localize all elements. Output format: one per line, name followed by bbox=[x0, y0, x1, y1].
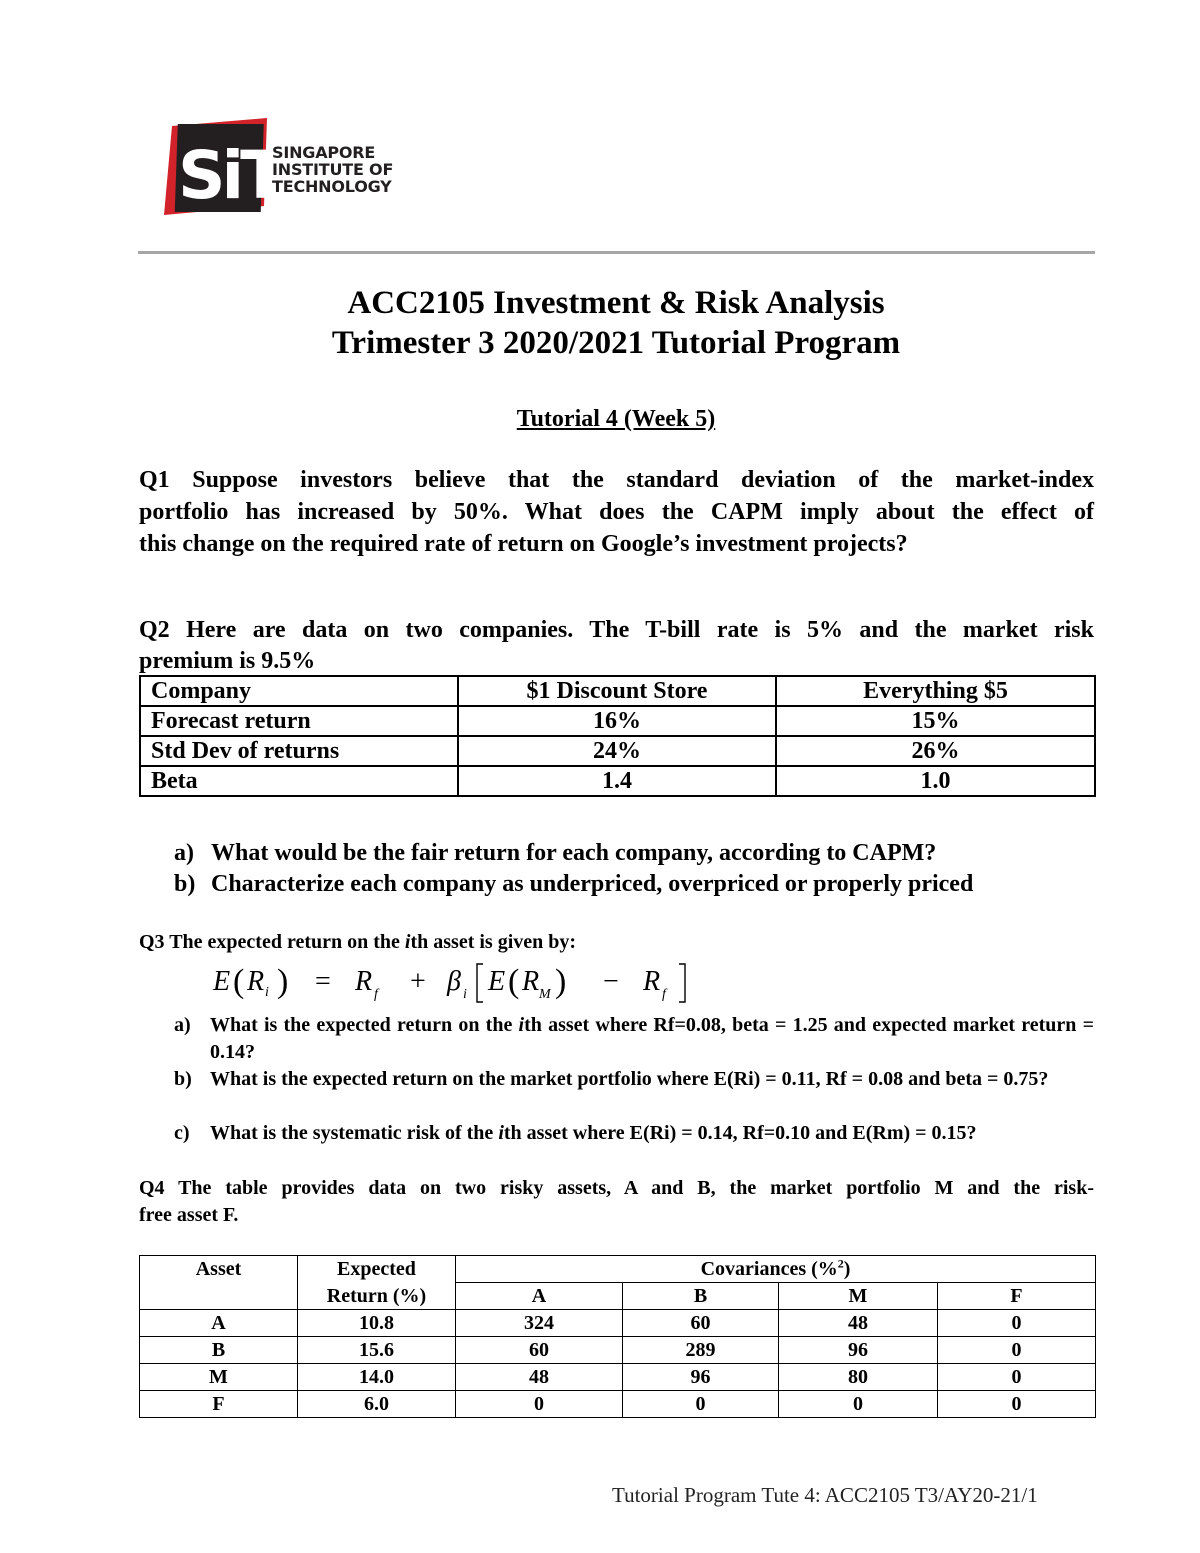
table-cell: B bbox=[140, 1337, 298, 1364]
tutorial-heading: Tutorial 4 (Week 5) bbox=[516, 406, 716, 432]
table-row bbox=[140, 1364, 1096, 1391]
item-text: What is the systematic risk of the ith asset where E(Ri) = 0.14, Rf=0.10 and E(Rm) = 0.15? bbox=[210, 1122, 977, 1144]
formula-sub-f2: f bbox=[662, 987, 666, 1002]
header-cell-asset: Asset bbox=[140, 1256, 298, 1283]
table-cell: 80 bbox=[779, 1364, 938, 1391]
table-row bbox=[140, 1391, 1096, 1418]
header-cell: Company bbox=[140, 676, 458, 706]
q3-item-c bbox=[139, 1120, 1094, 1147]
formula-sub-beta: i bbox=[463, 987, 467, 1002]
item-label: c) bbox=[174, 1122, 190, 1144]
table-row bbox=[140, 706, 1095, 736]
q1-line-2: portfolio has increased by 50%. What does the CAPM imply about the effect of bbox=[139, 499, 1094, 525]
item-text: What is the expected return on the market portfolio where E(Ri) = 0.11, Rf = 0.08 and beta = 0.75? bbox=[210, 1068, 1049, 1090]
table-row bbox=[140, 766, 1095, 796]
table-cell: 1.4 bbox=[458, 766, 776, 796]
table-row bbox=[140, 1337, 1096, 1364]
table-cell: 0 bbox=[938, 1310, 1096, 1337]
table-cell: 1.0 bbox=[776, 766, 1095, 796]
table-cell: 48 bbox=[456, 1364, 623, 1391]
item-label: b) bbox=[174, 1068, 192, 1090]
header-cell: Everything $5 bbox=[776, 676, 1095, 706]
table-row bbox=[140, 1310, 1096, 1337]
q1-line-3: this change on the required rate of return on Google’s investment projects? bbox=[139, 531, 908, 557]
question-2 bbox=[139, 614, 1094, 676]
formula-RM: R bbox=[522, 966, 540, 997]
logo-wordmark bbox=[272, 144, 393, 195]
table-cell: 16% bbox=[458, 706, 776, 736]
logo-line-1: SINGAPORE bbox=[272, 143, 376, 162]
question-4 bbox=[139, 1175, 1094, 1229]
table-header-row bbox=[140, 1256, 1096, 1283]
header-cell-covariances: Covariances (%$^2$) bbox=[456, 1256, 1096, 1283]
table-cell: 289 bbox=[623, 1337, 779, 1364]
q1-line-1: Q1 Suppose investors believe that the standard deviation of the market-index bbox=[139, 467, 1094, 493]
company-data-table bbox=[139, 675, 1096, 797]
table-row bbox=[140, 736, 1095, 766]
formula-bracket-open bbox=[477, 964, 483, 1002]
table-cell: 60 bbox=[456, 1337, 623, 1364]
table-cell: 0 bbox=[938, 1391, 1096, 1418]
q3-intro bbox=[139, 929, 1094, 956]
header-cell: B bbox=[623, 1283, 779, 1310]
header-cell: M bbox=[779, 1283, 938, 1310]
table-cell: 96 bbox=[779, 1337, 938, 1364]
formula-beta: β bbox=[447, 966, 461, 997]
formula-sub-M: M bbox=[539, 987, 551, 1002]
table-cell: 26% bbox=[776, 736, 1095, 766]
asset-covariance-table bbox=[139, 1255, 1096, 1418]
table-cell: 0 bbox=[938, 1337, 1096, 1364]
header-divider bbox=[138, 251, 1095, 254]
q3-intro-index: i bbox=[404, 931, 411, 953]
row-label: Std Dev of returns bbox=[140, 736, 458, 766]
formula-E: E bbox=[213, 966, 231, 997]
table-cell: 60 bbox=[623, 1310, 779, 1337]
table-cell: 6.0 bbox=[298, 1391, 456, 1418]
formula-R: R bbox=[247, 966, 265, 997]
formula-paren-open: ( bbox=[233, 963, 245, 1000]
q2-item-b bbox=[174, 871, 1094, 901]
header-cell: $1 Discount Store bbox=[458, 676, 776, 706]
q3-item-a bbox=[139, 1012, 1094, 1066]
q3-item-b bbox=[139, 1066, 1094, 1120]
q4-line-1: Q4 The table provides data on two risky assets, A and B, the market portfolio M and the risk- bbox=[139, 1177, 1094, 1199]
header-cell-expected: Expected bbox=[298, 1256, 456, 1283]
header-cell: A bbox=[456, 1283, 623, 1310]
formula-E2: E bbox=[488, 966, 506, 997]
logo-line-3: TECHNOLOGY bbox=[272, 177, 392, 196]
formula-paren-open-2: ( bbox=[508, 963, 520, 1000]
header-cell-blank bbox=[140, 1283, 298, 1310]
logo-line-2: INSTITUTE OF bbox=[272, 160, 394, 179]
q3-intro-text: Q3 The expected return on the bbox=[139, 931, 405, 953]
q2-line-1: Q2 Here are data on two companies. The T-bill rate is 5% and the market risk bbox=[139, 617, 1094, 643]
row-label: Beta bbox=[140, 766, 458, 796]
table-cell: 10.8 bbox=[298, 1310, 456, 1337]
formula-equals: = bbox=[315, 966, 331, 997]
formula-paren-close: ) bbox=[277, 963, 289, 1000]
item-label: a) bbox=[174, 1014, 191, 1036]
table-cell: 0 bbox=[456, 1391, 623, 1418]
course-title: ACC2105 Investment & Risk Analysis bbox=[347, 285, 885, 321]
q4-line-2: free asset F. bbox=[139, 1204, 239, 1226]
formula-sub-i: i bbox=[265, 985, 269, 1000]
page-footer: Tutorial Program Tute 4: ACC2105 T3/AY20-21/1 bbox=[612, 1483, 1038, 1507]
formula-sub-f: f bbox=[374, 987, 378, 1002]
formula-paren-close-2: ) bbox=[555, 963, 567, 1000]
item-text: Characterize each company as underpriced, overpriced or properly priced bbox=[211, 871, 974, 897]
formula-Rf: R bbox=[355, 966, 373, 997]
svg-text:SiT: SiT bbox=[178, 137, 282, 214]
formula-plus: + bbox=[410, 966, 426, 997]
header-cell: F bbox=[938, 1283, 1096, 1310]
program-title: Trimester 3 2020/2021 Tutorial Program bbox=[331, 325, 901, 361]
item-label: b) bbox=[174, 871, 196, 897]
q2-item-a bbox=[174, 840, 1094, 870]
table-cell: 15.6 bbox=[298, 1337, 456, 1364]
header-cell-return: Return (%) bbox=[298, 1283, 456, 1310]
question-1 bbox=[139, 464, 1094, 560]
table-cell: 15% bbox=[776, 706, 1095, 736]
table-cell: 0 bbox=[623, 1391, 779, 1418]
table-cell: F bbox=[140, 1391, 298, 1418]
row-label: Forecast return bbox=[140, 706, 458, 736]
table-cell: 96 bbox=[623, 1364, 779, 1391]
table-header-row bbox=[140, 1283, 1096, 1310]
table-cell: M bbox=[140, 1364, 298, 1391]
table-cell: 24% bbox=[458, 736, 776, 766]
table-cell: 0 bbox=[779, 1391, 938, 1418]
formula-minus: − bbox=[603, 966, 619, 997]
formula-Rf2: R bbox=[643, 966, 661, 997]
table-header-row bbox=[140, 676, 1095, 706]
q2-line-2: premium is 9.5% bbox=[139, 648, 316, 674]
item-text: What is the expected return on the ith asset where Rf=0.08, beta = 1.25 and expected market return = 0.14? bbox=[210, 1014, 1094, 1063]
table-cell: 0 bbox=[938, 1364, 1096, 1391]
table-cell: 324 bbox=[456, 1310, 623, 1337]
table-cell: A bbox=[140, 1310, 298, 1337]
table-cell: 14.0 bbox=[298, 1364, 456, 1391]
item-label: a) bbox=[174, 840, 194, 866]
item-text: What would be the fair return for each company, according to CAPM? bbox=[211, 840, 937, 866]
formula-bracket-close bbox=[679, 964, 685, 1002]
capm-formula bbox=[205, 958, 725, 1008]
q3-intro-text-end: th asset is given by: bbox=[410, 931, 577, 953]
table-cell: 48 bbox=[779, 1310, 938, 1337]
